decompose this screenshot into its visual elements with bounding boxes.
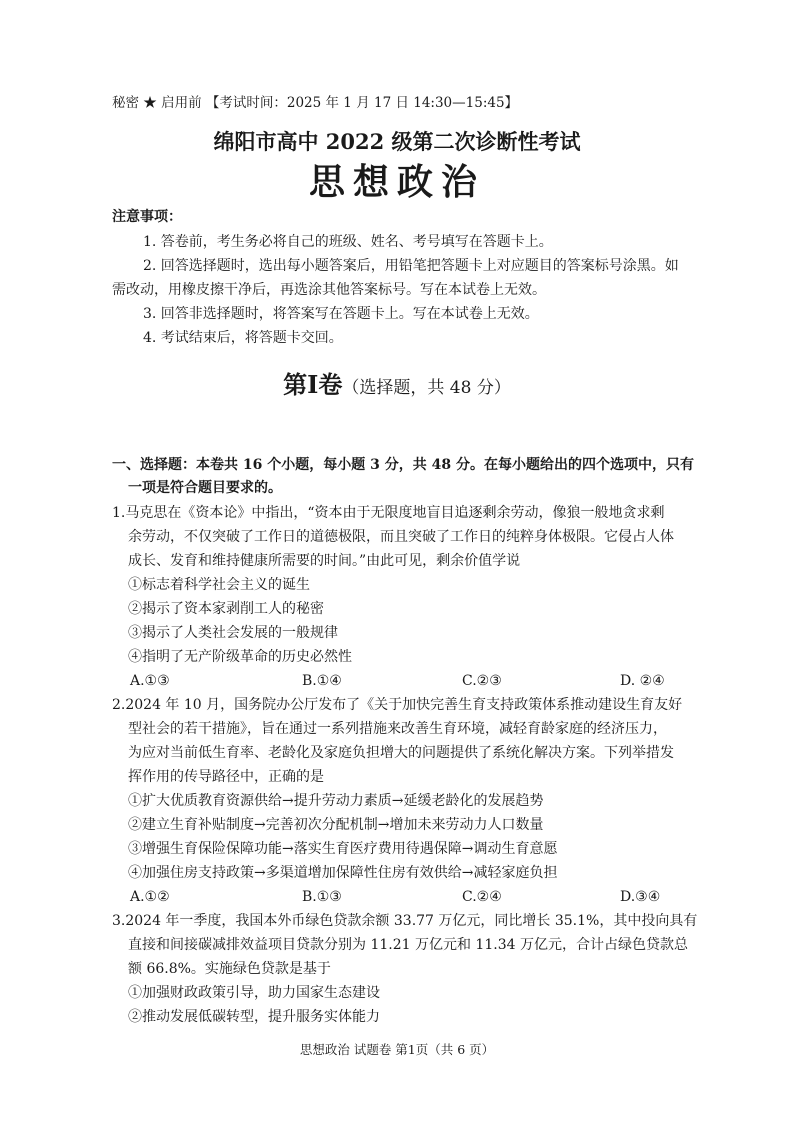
exam-title: 绵阳市高中 2022 级第二次诊断性考试 [213,129,581,154]
question-2-stem: 2.2024 年 10 月，国务院办公厅发布了《关于加快完善生育支持政策体系推动建设生育友好 [112,697,683,713]
question-3-stem: 3.2024 年一季度，我国本外币绿色贷款余额 33.77 万亿元，同比增长 35.1%，其中投向具有 [112,913,698,929]
question-3-stem: 额 66.8%。实施绿色贷款是基于 [128,961,331,977]
secrecy-header: 秘密 ★ 启用前 【考试时间：2025 年 1 月 17 日 14:30—15:45】 [112,95,519,111]
question-1-option: ④指明了无产阶级革命的历史必然性 [128,649,352,665]
notes-item: 3. 回答非选择题时，将答案写在答题卡上。写在本试卷上无效。 [143,306,539,322]
question-1-option: ①标志着科学社会主义的诞生 [128,577,310,593]
question-1-stem: 成长、发育和维持健康所需要的时间。”由此可见，剩余价值学说 [128,553,521,569]
notes-item: 需改动，用橡皮擦干净后，再选涂其他答案标号。写在本试卷上无效。 [112,282,546,298]
notes-item: 4. 考试结束后，将答题卡交回。 [143,330,343,346]
notes-item: 2. 回答选择题时，选出每小题答案后，用铅笔把答题卡上对应题目的答案标号涂黑。如 [143,258,679,274]
question-1-option: ②揭示了资本家剥削工人的秘密 [128,601,324,617]
section-title [0,370,794,404]
part-one-instructions-cont: 一项是符合题目要求的。 [128,480,282,496]
page-footer: 思想政治 试题卷 第1页（共 6 页） [299,1042,495,1057]
part-one-instructions: 一、选择题：本卷共 16 个小题，每小题 3 分，共 48 分。在每小题给出的四个选项中，只有 [112,457,694,473]
question-2-option: ①扩大优质教育资源供给→提升劳动力素质→延缓老龄化的发展趋势 [128,793,544,809]
question-1-stem: 1.马克思在《资本论》中指出，“资本由于无限度地盲目追逐剩余劳动，像狼一般地贪求剩 [112,505,665,521]
question-1-choice-c: C.②③ [462,673,502,689]
section-title-main: 第Ⅰ卷 [283,370,343,399]
notes-item: 1. 答卷前，考生务必将自己的班级、姓名、考号填写在答题卡上。 [143,234,553,250]
section-subtitle: （选择题，共 48 分） [342,378,511,398]
question-1-choice-b: B.①④ [302,673,342,689]
question-2-option: ②建立生育补贴制度→完善初次分配机制→增加未来劳动力人口数量 [128,817,544,833]
question-2-stem: 挥作用的传导路径中，正确的是 [128,769,324,785]
question-1-stem: 余劳动，不仅突破了工作日的道德极限，而且突破了工作日的纯粹身体极限。它侵占人体 [128,529,674,545]
question-3-option: ①加强财政政策引导，助力国家生态建设 [128,985,380,1001]
question-2-choice-a: A.①② [130,889,170,905]
question-1-choice-d: D. ②④ [620,673,665,689]
question-1-choice-a: A.①③ [130,673,170,689]
question-2-option: ④加强住房支持政策→多渠道增加保障性住房有效供给→减轻家庭负担 [128,865,558,881]
question-2-stem: 为应对当前低生育率、老龄化及家庭负担增大的问题提供了系统化解决方案。下列举措发 [128,745,674,761]
question-2-choice-c: C.②④ [462,889,502,905]
question-3-option: ②推动发展低碳转型，提升服务实体能力 [128,1009,380,1025]
question-2-choice-b: B.①③ [302,889,342,905]
question-2-choice-d: D.③④ [620,889,661,905]
question-2-option: ③增强生育保险保障功能→落实生育医疗费用待遇保障→调动生育意愿 [128,841,558,857]
question-1-option: ③揭示了人类社会发展的一般规律 [128,625,338,641]
question-3-stem: 直接和间接碳减排效益项目贷款分别为 11.21 万亿元和 11.34 万亿元，合计占绿色贷款总 [128,937,688,953]
question-2-stem: 型社会的若干措施》，旨在通过一系列措施来改善生育环境，减轻育龄家庭的经济压力， [128,721,667,737]
subject-title: 思想政治 [308,161,485,203]
notes-title: 注意事项： [112,209,182,225]
